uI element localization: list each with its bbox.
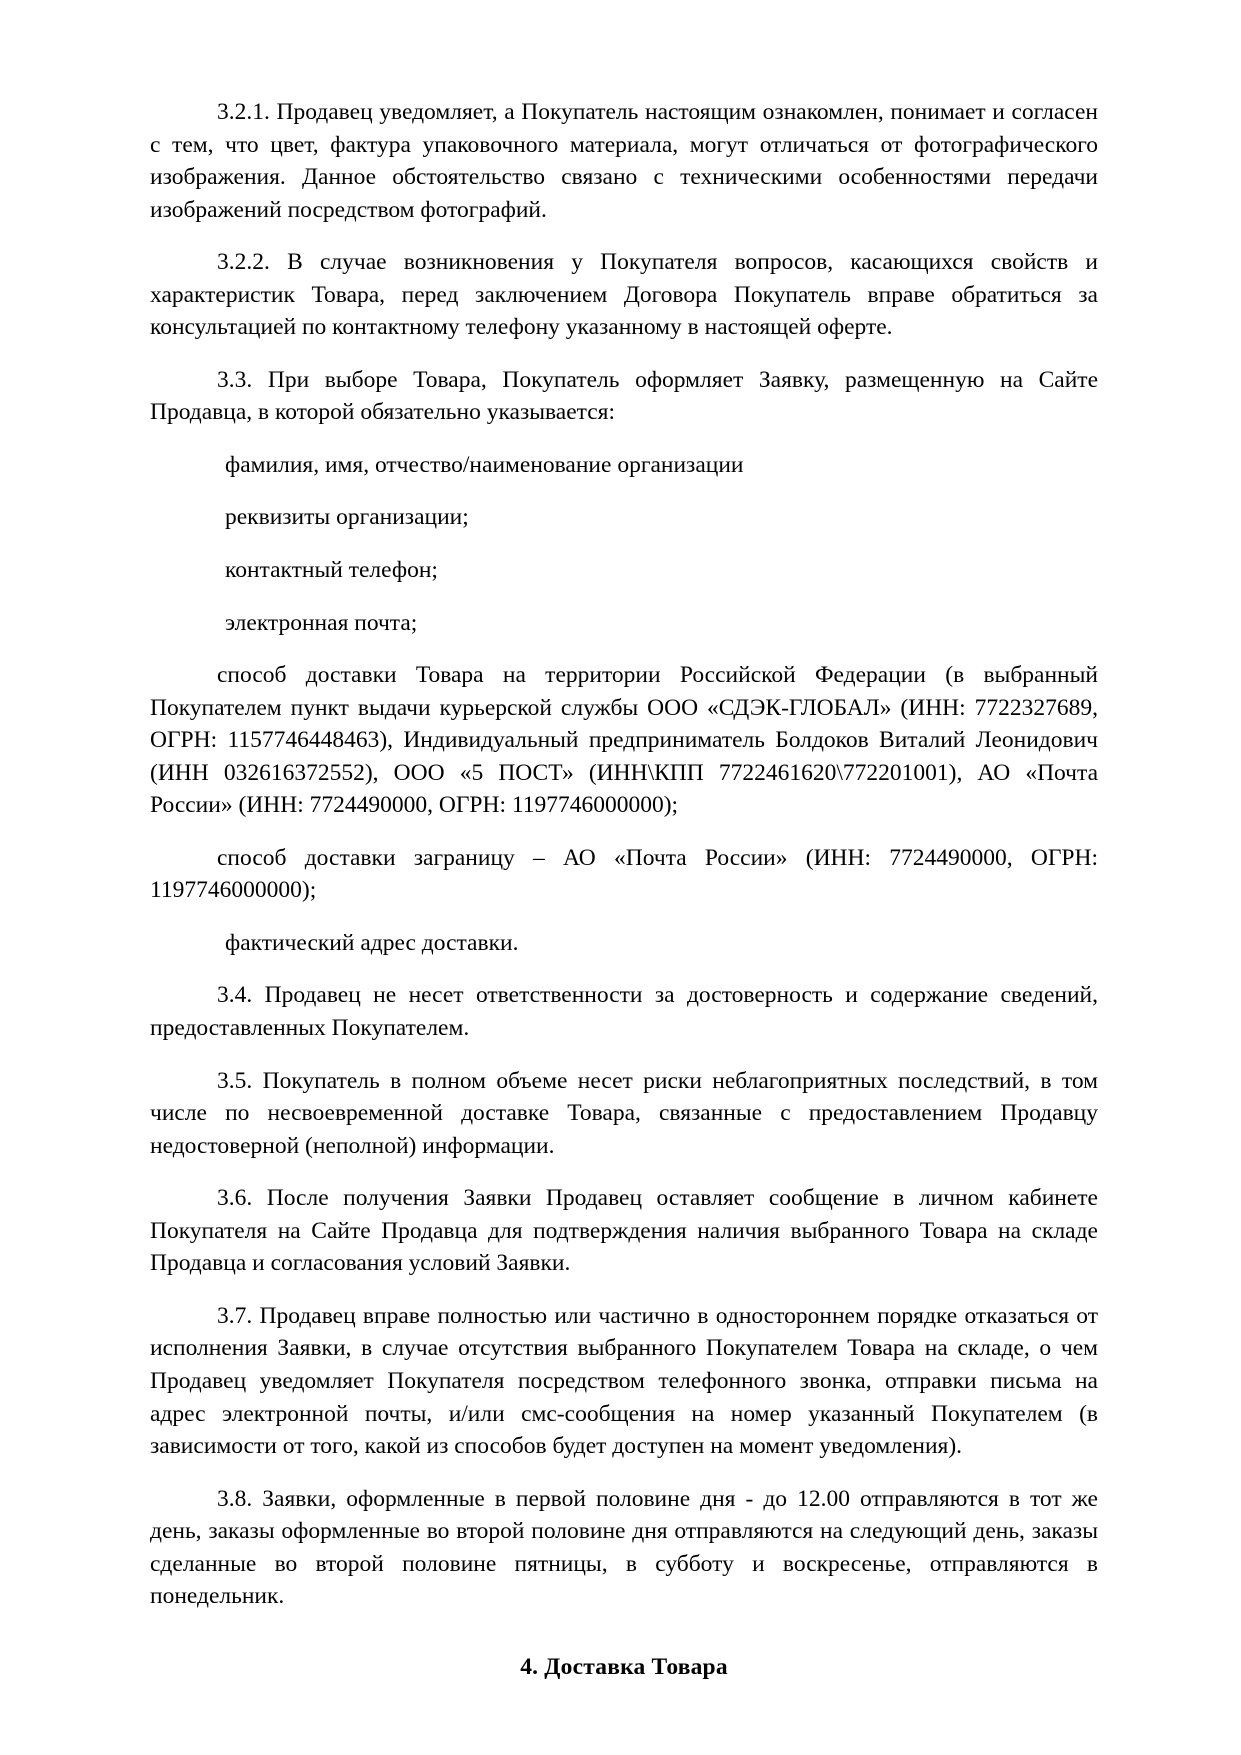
paragraph-3-8: 3.8. Заявки, оформленные в первой половине дня - до 12.00 отправляются в тот же день, заказы оформленные во второй половине дня отправляются на следующий день, заказы сделанные во второй половине пятницы, в субботу и воскресенье, отправляются в понедельник. (150, 1485, 1098, 1610)
list-item-email: электронная почта; (225, 609, 418, 636)
section-heading-4: 4. Доставка Товара (520, 1653, 728, 1680)
list-item-delivery-abroad: способ доставки заграницу – АО «Почта России» (ИНН: 7724490000, ОГРН: 1197746000000); (150, 844, 1098, 904)
list-item-delivery-russia: способ доставки Товара на территории Российской Федерации (в выбранный Покупателем пункт выдачи курьерской службы ООО «СДЭК-ГЛОБАЛ» (ИНН: 7722327689, ОГРН: 1157746448463), Индивидуальный предприниматель Болдоков Виталий Леонидович (ИНН 032616372552), ООО «5 ПОСТ» (ИНН\КПП 7722461620\772201001), АО «Почта России» (ИНН: 7724490000, ОГРН: 1197746000000); (150, 662, 1098, 819)
paragraph-3-2-2: 3.2.2. В случае возникновения у Покупателя вопросов, касающихся свойств и характеристик Товара, перед заключением Договора Покупатель вправе обратиться за консультацией по контактному телефону указанному в настоящей оферте. (150, 249, 1098, 341)
paragraph-3-6: 3.6. После получения Заявки Продавец оставляет сообщение в личном кабинете Покупателя на Сайте Продавца для подтверждения наличия выбранного Товара на складе Продавца и согласования условий Заявки. (150, 1185, 1098, 1277)
list-item-contact-phone: контактный телефон; (225, 557, 438, 584)
list-item-delivery-address: фактический адрес доставки. (225, 929, 519, 956)
paragraph-3-2-1: 3.2.1. Продавец уведомляет, а Покупатель настоящим ознакомлен, понимает и согласен с тем, что цвет, фактура упаковочного материала, могут отличаться от фотографического изображения. Данное обстоятельство связано с техническими особенностями передачи изображений посредством фотографий. (150, 99, 1098, 223)
paragraph-3-3: 3.3. При выборе Товара, Покупатель оформляет Заявку, размещенную на Сайте Продавца, в которой обязательно указывается: (150, 366, 1098, 426)
paragraph-3-4: 3.4. Продавец не несет ответственности за достоверность и содержание сведений, предоставленных Покупателем. (150, 982, 1098, 1042)
document-body (150, 96, 1098, 1683)
list-item-org-details: реквизиты организации; (225, 504, 469, 531)
paragraph-3-5: 3.5. Покупатель в полном объеме несет риски неблагоприятных последствий, в том числе по несвоевременной доставке Товара, связанные с предоставлением Продавцу недостоверной (неполной) информации. (150, 1067, 1098, 1159)
paragraph-3-7: 3.7. Продавец вправе полностью или частично в одностороннем порядке отказаться от исполнения Заявки, в случае отсутствия выбранного Покупателем Товара на складе, о чем Продавец уведомляет Покупателя посредством телефонного звонка, отправки письма на адрес электронной почты, и/или смс-сообщения на номер указанный Покупателем (в зависимости от того, какой из способов будет доступен на момент уведомления). (150, 1302, 1098, 1460)
list-item-full-name: фамилия, имя, отчество/наименование организации (225, 451, 744, 478)
